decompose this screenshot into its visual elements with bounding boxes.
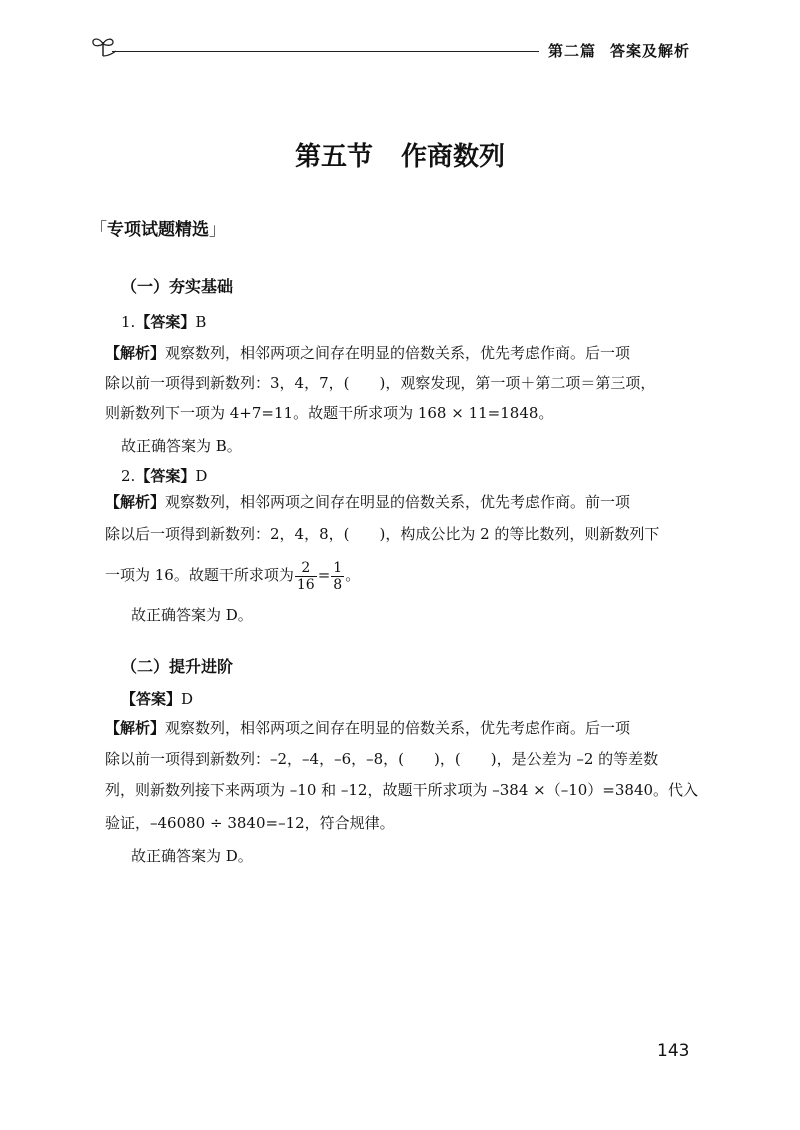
- section-number: 第五节: [294, 142, 373, 172]
- q1-analysis-line-2: 除以前一项得到新数列：3，4，7，( )，观察发现，第一项＋第二项＝第三项，: [105, 374, 656, 392]
- equals-sign: =: [317, 566, 331, 584]
- q1-analysis-text-1: 观察数列，相邻两项之间存在明显的倍数关系，优先考虑作商。后一项: [165, 344, 631, 362]
- q1-answer-tag: 【答案】: [135, 313, 196, 331]
- p2-answer-line: [121, 689, 193, 709]
- p2-analysis-tag: 【解析】: [105, 719, 166, 737]
- sprout-icon: [90, 34, 116, 58]
- q2-analysis-tag: 【解析】: [105, 493, 166, 511]
- q1-analysis-tag: 【解析】: [105, 344, 166, 362]
- fraction-2-16: [295, 560, 317, 593]
- header-part: 第二篇: [548, 42, 597, 60]
- q2-answer: D: [195, 467, 208, 485]
- q2-analysis-line-3: [105, 556, 360, 594]
- q2-line3-prefix: 一项为 16。故题干所求项为: [105, 566, 294, 584]
- q1-answer: B: [195, 313, 207, 331]
- fraction-denominator: 16: [296, 576, 315, 593]
- special-label: 专项试题精选: [107, 220, 209, 240]
- running-header: [548, 40, 690, 61]
- bracket-close: 」: [209, 220, 226, 240]
- p2-answer: D: [181, 690, 194, 708]
- bracket-open: 「: [90, 220, 107, 240]
- p2-analysis-line-1: [105, 718, 630, 738]
- part1-heading: （一）夯实基础: [121, 277, 234, 296]
- fraction-1-8: [331, 560, 344, 593]
- section-title: [0, 136, 800, 173]
- q2-analysis-line-2: 除以后一项得到新数列：2，4，8，( )，构成公比为 2 的等比数列，则新数列下: [105, 525, 660, 543]
- part2-heading: （二）提升进阶: [121, 657, 234, 676]
- q2-answer-line: [121, 466, 207, 486]
- q1-analysis-line-1: [105, 343, 630, 363]
- section-name: 作商数列: [401, 142, 506, 172]
- q2-line3-suffix: 。: [345, 566, 361, 584]
- p2-analysis-line-4: 验证，–46080 ÷ 3840=–12，符合规律。: [105, 814, 395, 832]
- q2-number: 2.: [121, 467, 136, 485]
- q1-conclusion: 故正确答案为 B。: [121, 437, 242, 455]
- fraction-numerator: 2: [295, 560, 317, 577]
- p2-analysis-text-1: 观察数列，相邻两项之间存在明显的倍数关系，优先考虑作商。后一项: [165, 719, 631, 737]
- page-number: 143: [657, 1041, 690, 1061]
- p2-analysis-line-3: 列，则新数列接下来两项为 –10 和 –12，故题干所求项为 –384 ×（–10）=3840。代入: [105, 781, 699, 799]
- q2-analysis-text-1: 观察数列，相邻两项之间存在明显的倍数关系，优先考虑作商。前一项: [165, 493, 631, 511]
- q2-analysis-line-1: [105, 492, 630, 512]
- p2-answer-tag: 【答案】: [121, 690, 182, 708]
- p2-analysis-line-2: 除以前一项得到新数列：–2，–4，–6，–8，( )，( )，是公差为 –2 的等差数: [105, 750, 659, 768]
- p2-conclusion: 故正确答案为 D。: [131, 847, 253, 865]
- fraction-numerator: 1: [333, 559, 343, 576]
- q1-answer-line: [121, 312, 206, 332]
- header-rule: [112, 51, 539, 52]
- q1-number: 1.: [121, 313, 136, 331]
- header-title: 答案及解析: [610, 42, 691, 60]
- fraction-denominator: 8: [333, 576, 343, 593]
- q1-analysis-line-3: 则新数列下一项为 4+7=11。故题干所求项为 168 × 11=1848。: [105, 404, 554, 422]
- q2-conclusion: 故正确答案为 D。: [131, 606, 253, 624]
- special-heading: [90, 215, 226, 240]
- q2-answer-tag: 【答案】: [135, 467, 196, 485]
